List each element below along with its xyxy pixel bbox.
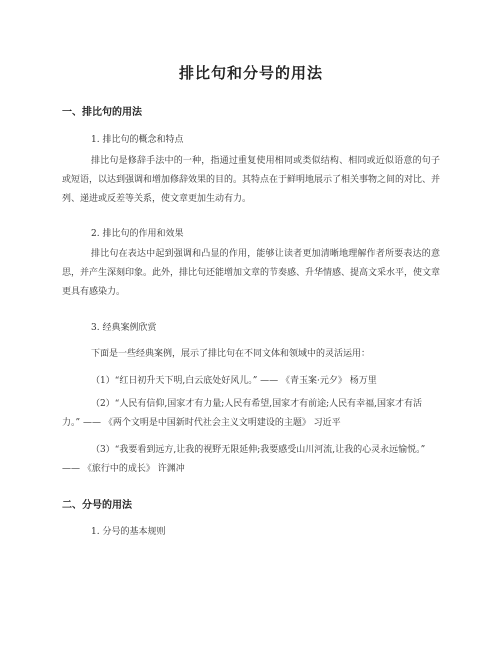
paragraph-concept: 排比句是修辞手法中的一种，指通过重复使用相同或类似结构、相同或近似语意的句子或短语，以达到强调和增加修辞效果的目的。其特点在于鲜明地展示了相关事物之间的对比、并列、递进或反差等关系，使文章更加生动有力。 — [62, 156, 441, 204]
example-3: （3）“我要看到远方,让我的视野无限延伸;我要感受山川河流,让我的心灵永远愉悦。” —— 《旅行中的成长》 许渊冲 — [62, 445, 426, 474]
example-1: （1）“红日初升天下明,白云底处好风儿。” —— 《青玉案·元夕》 杨万里 — [91, 376, 377, 386]
section-heading-semicolon: 二、分号的用法 — [62, 500, 132, 511]
subheading-examples: 3. 经典案例欣赏 — [91, 323, 157, 333]
subheading-effect: 2. 排比句的作用和效果 — [91, 229, 184, 239]
examples-intro: 下面是一些经典案例，展示了排比句在不同文体和领域中的灵活运用： — [91, 349, 371, 359]
example-2: （2）“人民有信仰,国家才有力量;人民有希望,国家才有前途;人民有幸福,国家才有活力。” —— 《两个文明是中国新时代社会主义文明建设的主题》 习近平 — [62, 399, 422, 428]
subheading-semicolon-rules: 1. 分号的基本规则 — [91, 527, 166, 537]
page-title: 排比句和分号的用法 — [178, 64, 323, 82]
section-heading-parallelism: 一、排比句的用法 — [62, 107, 142, 118]
paragraph-effect: 排比句在表达中起到强调和凸显的作用，能够让读者更加清晰地理解作者所要表达的意思，并产生深刻印象。此外，排比句还能增加文章的节奏感、升华情感、提高文采水平，使文章更具有感染力。 — [62, 249, 441, 297]
subheading-concept: 1. 排比句的概念和特点 — [91, 135, 184, 145]
